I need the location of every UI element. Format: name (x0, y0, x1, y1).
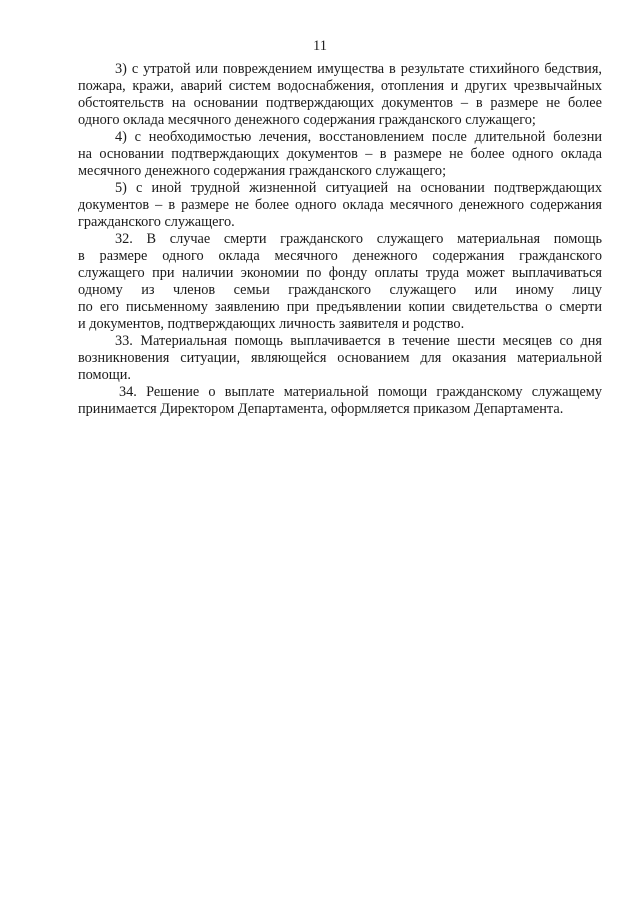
text-line: 4) с необходимостью лечения, восстановлением после длительной болезни (115, 129, 602, 145)
text-line: одному из членов семьи гражданского служащего или иному лицу (78, 282, 602, 298)
text-line: одного оклада месячного денежного содержания гражданского служащего; (78, 112, 536, 128)
text-line: 3) с утратой или повреждением имущества в результате стихийного бедствия, (115, 61, 602, 77)
text-line: и документов, подтверждающих личность заявителя и родство. (78, 316, 465, 332)
text-line: принимается Директором Департамента, оформляется приказом Департамента. (78, 401, 564, 417)
text-line: на основании подтверждающих документов – в размере не более одного оклада (78, 146, 602, 162)
text-line: по его письменному заявлению при предъявлении копии свидетельства о смерти (78, 299, 602, 315)
text-line: месячного денежного содержания гражданского служащего; (78, 163, 447, 179)
text-line: документов – в размере не более одного оклада месячного денежного содержания (78, 197, 602, 213)
text-line: обстоятельств на основании подтверждающих документов – в размере не более (78, 95, 602, 111)
text-line: возникновения ситуации, являющейся основанием для оказания материальной (78, 350, 602, 366)
page-number: 11 (313, 38, 327, 54)
text-line: в размере одного оклада месячного денежного содержания гражданского (78, 248, 602, 264)
text-line: 34. Решение о выплате материальной помощи гражданскому служащему (119, 384, 602, 400)
text-line: гражданского служащего. (78, 214, 235, 230)
text-line: 32. В случае смерти гражданского служащего материальная помощь (115, 231, 602, 247)
text-line: помощи. (78, 367, 131, 383)
text-line: 33. Материальная помощь выплачивается в течение шести месяцев со дня (115, 333, 602, 349)
text-line: служащего при наличии экономии по фонду оплаты труда может выплачиваться (78, 265, 602, 281)
text-line: пожара, кражи, аварий систем водоснабжения, отопления и других чрезвычайных (78, 78, 602, 94)
text-line: 5) с иной трудной жизненной ситуацией на основании подтверждающих (115, 180, 602, 196)
